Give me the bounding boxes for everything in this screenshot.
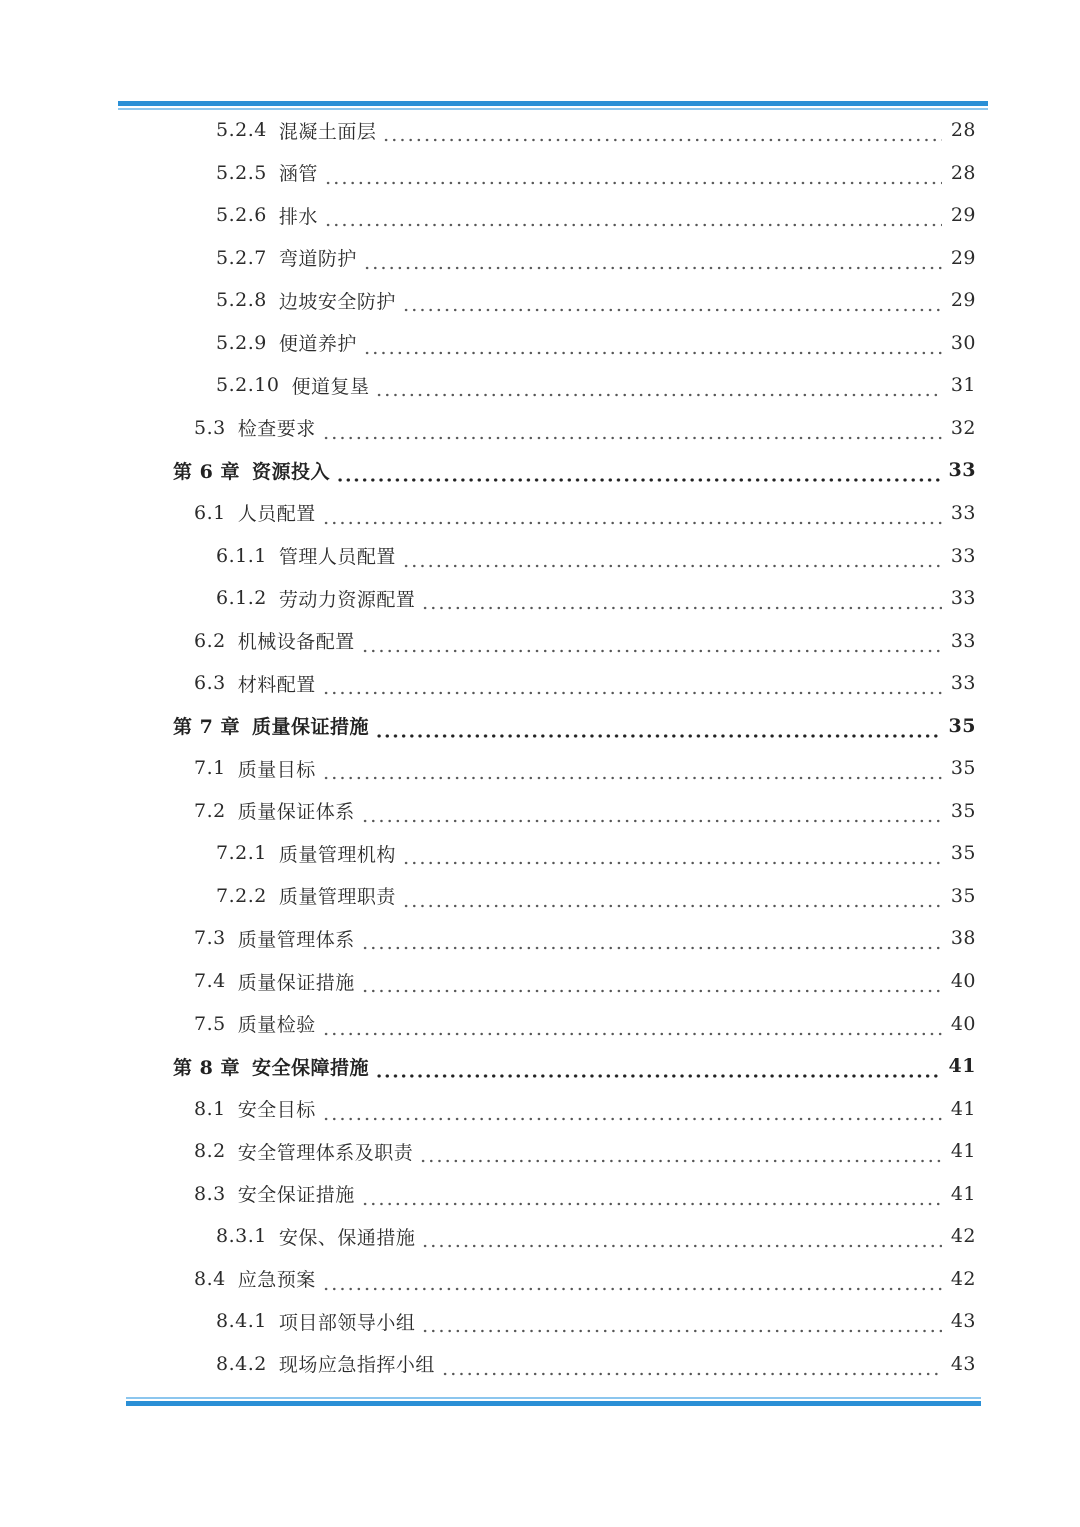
toc-dot-leader xyxy=(324,194,942,236)
toc-dot-leader xyxy=(402,875,942,917)
toc-entry-title: 应急预案 xyxy=(237,1269,316,1292)
toc-entry-title: 安全目标 xyxy=(237,1099,316,1122)
toc-entry-number: 6.3 xyxy=(194,672,226,695)
toc-entry-title: 劳动力资源配置 xyxy=(278,588,416,611)
toc-entry-number: 8.4.1 xyxy=(216,1310,267,1333)
toc-entry-page-number: 33 xyxy=(950,544,976,567)
toc-entry-number: 8.4.2 xyxy=(216,1352,267,1375)
toc-entry[interactable] xyxy=(216,1215,976,1257)
toc-entry-page-number: 43 xyxy=(950,1310,976,1333)
toc-entry-page-number: 32 xyxy=(950,416,976,439)
toc-dot-leader xyxy=(322,407,942,449)
toc-dot-leader xyxy=(324,152,942,194)
toc-entry[interactable] xyxy=(194,960,976,1002)
toc-entry[interactable] xyxy=(216,832,976,874)
toc-entry-page-number: 33 xyxy=(950,629,976,652)
toc-dot-leader xyxy=(421,1300,942,1342)
toc-entry-number: 7.2.2 xyxy=(216,884,267,907)
toc-entry-page-number: 28 xyxy=(950,161,976,184)
toc-entry-title: 弯道防护 xyxy=(278,248,357,271)
toc-entry[interactable] xyxy=(194,747,976,789)
toc-entry-number: 8.3.1 xyxy=(216,1225,267,1248)
toc-entry-page-number: 40 xyxy=(950,1012,976,1035)
toc-dot-leader xyxy=(441,1343,942,1385)
toc-entry-title: 边坡安全防护 xyxy=(278,290,396,313)
toc-entry-number: 5.2.10 xyxy=(216,374,280,397)
toc-entry-title: 管理人员配置 xyxy=(278,546,396,568)
toc-entry-number: 7.2 xyxy=(194,799,226,822)
toc-entry-page-number: 31 xyxy=(950,374,976,397)
toc-entry[interactable] xyxy=(216,535,976,577)
toc-entry-number: 5.2.5 xyxy=(216,161,267,184)
toc-entry-title: 资源投入 xyxy=(251,460,330,483)
toc-entry-title: 检查要求 xyxy=(237,418,316,441)
toc-entry-title: 质量目标 xyxy=(237,758,316,781)
toc-entry-page-number: 29 xyxy=(950,246,976,269)
toc-entry-number: 第 6 章 xyxy=(173,460,240,483)
toc-entry-number: 5.2.8 xyxy=(216,289,267,312)
toc-entry-page-number: 35 xyxy=(950,842,976,865)
toc-entry-number: 5.2.7 xyxy=(216,246,267,269)
toc-dot-leader xyxy=(361,1173,942,1215)
toc-dot-leader xyxy=(361,960,942,1002)
footer-rule xyxy=(126,1397,981,1406)
toc-dot-leader xyxy=(361,620,942,662)
toc-entry-page-number: 35 xyxy=(950,884,976,907)
toc-entry-page-number: 28 xyxy=(950,119,976,141)
toc-entry[interactable] xyxy=(216,194,976,236)
toc-entry-number: 5.2.9 xyxy=(216,331,267,354)
toc-dot-leader xyxy=(322,662,942,704)
toc-dot-leader xyxy=(336,449,942,491)
toc-dot-leader xyxy=(363,237,942,279)
toc-dot-leader xyxy=(322,492,942,534)
toc-entry-page-number: 33 xyxy=(950,672,976,695)
toc-entry-number: 8.3 xyxy=(194,1182,226,1205)
toc-entry-number: 8.4 xyxy=(194,1267,226,1290)
toc-entry-number: 5.3 xyxy=(194,416,226,439)
toc-dot-leader xyxy=(361,790,942,832)
toc-entry[interactable] xyxy=(216,1343,976,1385)
toc-entry-number: 5.2.6 xyxy=(216,204,267,227)
toc-dot-leader xyxy=(421,577,942,619)
toc-entry-title: 质量管理体系 xyxy=(237,928,355,951)
toc-entry[interactable] xyxy=(216,875,976,917)
toc-entry[interactable] xyxy=(216,1300,976,1342)
toc-dot-leader xyxy=(402,832,942,874)
toc-entry[interactable] xyxy=(194,407,976,449)
toc-dot-leader xyxy=(361,917,942,959)
toc-entry-page-number: 35 xyxy=(950,757,976,780)
toc-chapter-entry[interactable] xyxy=(173,1045,976,1087)
toc-entry[interactable] xyxy=(216,322,976,364)
toc-entry[interactable] xyxy=(194,1258,976,1300)
toc-dot-leader xyxy=(382,109,942,151)
toc-entry-title: 现场应急指挥小组 xyxy=(278,1354,435,1377)
toc-entry[interactable] xyxy=(194,917,976,959)
toc-entry[interactable] xyxy=(194,662,976,704)
toc-entry[interactable] xyxy=(194,492,976,534)
toc-entry[interactable] xyxy=(216,237,976,279)
toc-dot-leader xyxy=(322,747,942,789)
toc-chapter-entry[interactable] xyxy=(173,449,976,491)
toc-dot-leader xyxy=(322,1258,942,1300)
toc-entry[interactable] xyxy=(216,577,976,619)
toc-entry-page-number: 41 xyxy=(948,1055,976,1078)
toc-chapter-entry[interactable] xyxy=(173,705,976,747)
toc-entry-title: 材料配置 xyxy=(237,673,316,696)
toc-entry-title: 人员配置 xyxy=(237,503,316,526)
toc-entry[interactable] xyxy=(194,790,976,832)
toc-entry-page-number: 30 xyxy=(950,331,976,354)
toc-entry-page-number: 33 xyxy=(950,587,976,610)
toc-entry-title: 质量管理机构 xyxy=(278,843,396,866)
toc-entry-page-number: 35 xyxy=(950,799,976,822)
toc-entry-number: 7.4 xyxy=(194,970,226,992)
toc-entry-title: 质量保证措施 xyxy=(237,971,355,994)
toc-entry-title: 质量保证措施 xyxy=(251,716,369,739)
toc-entry[interactable] xyxy=(216,109,976,151)
toc-entry-number: 8.2 xyxy=(194,1140,226,1163)
toc-entry-page-number: 41 xyxy=(950,1097,976,1120)
toc-entry[interactable] xyxy=(194,620,976,662)
toc-entry-number: 7.1 xyxy=(194,757,226,780)
toc-dot-leader xyxy=(421,1215,942,1257)
toc-dot-leader xyxy=(363,322,942,364)
toc-entry-title: 排水 xyxy=(278,205,318,228)
toc-entry-number: 7.2.1 xyxy=(216,842,267,865)
toc-entry-title: 便道复垦 xyxy=(291,375,370,398)
toc-entry[interactable] xyxy=(216,152,976,194)
toc-entry[interactable] xyxy=(194,1003,976,1045)
toc-entry-page-number: 29 xyxy=(950,289,976,312)
toc-dot-leader xyxy=(375,1045,942,1087)
toc-entry-number: 第 8 章 xyxy=(173,1056,240,1079)
toc-dot-leader xyxy=(402,535,942,577)
toc-entry-page-number: 42 xyxy=(950,1225,976,1248)
toc-entry[interactable] xyxy=(216,279,976,321)
toc-entry-title: 涵管 xyxy=(278,163,318,186)
toc-entry-title: 质量管理职责 xyxy=(278,886,396,909)
toc-entry-number: 7.3 xyxy=(194,927,226,950)
toc-dot-leader xyxy=(402,279,942,321)
toc-entry-number: 7.5 xyxy=(194,1012,226,1035)
toc-entry-number: 5.2.4 xyxy=(216,119,267,141)
toc-entry-page-number: 41 xyxy=(950,1182,976,1205)
toc-dot-leader xyxy=(375,364,942,406)
toc-entry-page-number: 42 xyxy=(950,1267,976,1290)
toc-entry[interactable] xyxy=(194,1173,976,1215)
toc-entry-number: 6.1.2 xyxy=(216,587,267,610)
toc-entry-title: 机械设备配置 xyxy=(237,631,355,654)
toc-entry-title: 质量检验 xyxy=(237,1014,316,1037)
toc-entry-title: 安保、保通措施 xyxy=(278,1226,416,1249)
toc-entry-title: 安全管理体系及职责 xyxy=(237,1141,414,1164)
toc-entry-page-number: 41 xyxy=(950,1140,976,1163)
toc-entry-page-number: 29 xyxy=(950,204,976,227)
toc-entry-title: 混凝土面层 xyxy=(278,120,377,143)
toc-dot-leader xyxy=(322,1088,942,1130)
toc-entry-title: 质量保证体系 xyxy=(237,801,355,824)
toc-entry-page-number: 35 xyxy=(948,714,976,737)
toc-entry-page-number: 40 xyxy=(950,970,976,992)
toc-entry-number: 6.1 xyxy=(194,501,226,524)
toc-entry-title: 项目部领导小组 xyxy=(278,1311,416,1334)
toc-entry-number: 6.1.1 xyxy=(216,544,267,567)
toc-dot-leader xyxy=(419,1130,942,1172)
toc-entry-number: 6.2 xyxy=(194,629,226,652)
toc-entry-page-number: 38 xyxy=(950,927,976,950)
toc-entry-number: 第 7 章 xyxy=(173,716,240,739)
toc-entry-number: 8.1 xyxy=(194,1097,226,1120)
toc-entry-title: 安全保障措施 xyxy=(251,1056,369,1079)
toc-entry[interactable] xyxy=(216,364,976,406)
toc-entry[interactable] xyxy=(194,1130,976,1172)
toc-entry[interactable] xyxy=(194,1088,976,1130)
toc-entry-page-number: 43 xyxy=(950,1352,976,1375)
toc-entry-page-number: 33 xyxy=(948,459,976,482)
toc-entry-title: 便道养护 xyxy=(278,333,357,356)
toc-dot-leader xyxy=(322,1003,942,1045)
toc-dot-leader xyxy=(375,705,942,747)
toc-entry-title: 安全保证措施 xyxy=(237,1184,355,1207)
toc-entry-page-number: 33 xyxy=(950,501,976,524)
